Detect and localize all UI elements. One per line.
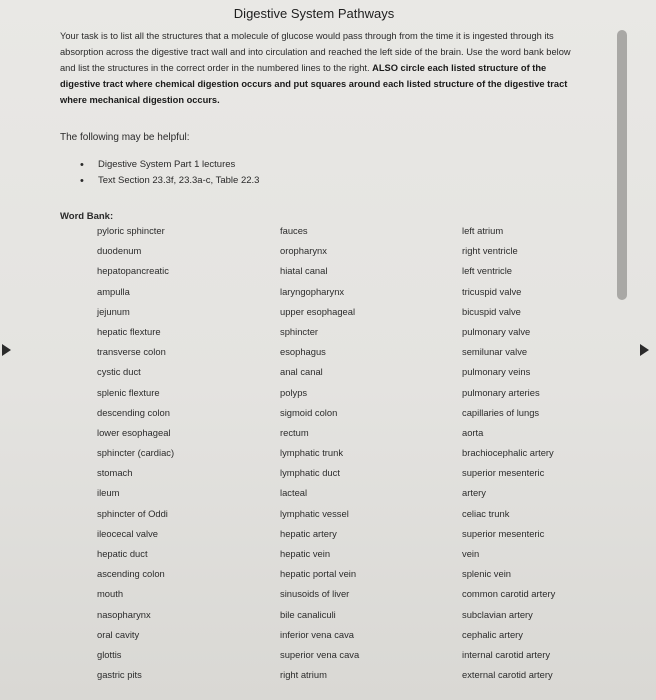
word-bank-term: superior mesenteric xyxy=(462,527,545,539)
word-bank-term: superior mesenteric xyxy=(462,467,545,479)
word-bank-term: oral cavity xyxy=(97,628,140,640)
word-bank-term: glottis xyxy=(97,648,122,660)
page-title: Digestive System Pathways xyxy=(233,6,395,21)
word-bank-term: polyps xyxy=(280,386,308,398)
word-bank-term: sphincter (cardiac) xyxy=(97,447,175,459)
word-bank-term: anal canal xyxy=(280,366,323,378)
word-bank-term: tricuspid valve xyxy=(462,285,522,297)
word-bank-term: upper esophageal xyxy=(280,305,356,317)
word-bank-term: duodenum xyxy=(97,245,142,257)
word-bank-term: ampulla xyxy=(97,285,130,297)
word-bank-term: brachiocephalic artery xyxy=(462,447,554,459)
word-bank-term: subclavian artery xyxy=(462,608,533,620)
list-item xyxy=(80,157,259,173)
word-bank-term: sigmoid colon xyxy=(280,406,338,418)
helpful-label: The following may be helpful: xyxy=(60,132,190,143)
word-bank-term: pulmonary arteries xyxy=(462,386,540,398)
word-bank-term: artery xyxy=(462,487,486,499)
word-bank-term: fauces xyxy=(280,225,308,236)
word-bank-term: stomach xyxy=(97,467,133,479)
word-bank-term: lymphatic vessel xyxy=(280,507,349,519)
instructions-bold-text: ALSO circle each listed structure of the digestive tract where chemical digestion occurs and put squares around each listed structure of the digestive tract where mechanical digestion occurs. xyxy=(60,63,568,105)
word-bank-term: rectum xyxy=(280,426,309,438)
word-bank-term: jejunum xyxy=(97,305,130,317)
bullet-icon: • xyxy=(80,159,84,171)
word-bank-term: external carotid artery xyxy=(462,669,553,681)
word-bank-term: superior vena cava xyxy=(280,648,360,660)
word-bank-column-2 xyxy=(280,224,359,688)
word-bank-term: hiatal canal xyxy=(280,265,328,277)
word-bank-term: pyloric sphincter xyxy=(97,225,165,236)
instructions-text: Your task is to list all the structures that a molecule of glucose would pass through from the time it is ingested through its absorption across the digestive tract wall and into circulation and reached the left side of the brain. Use the word bank below and list the structures in the correct order in the numbered lines to the right. xyxy=(60,31,571,73)
word-bank-term: left atrium xyxy=(462,225,504,236)
word-bank-term: inferior vena cava xyxy=(280,628,354,640)
word-bank-term: lacteal xyxy=(280,487,308,499)
word-bank-term: sinusoids of liver xyxy=(280,588,350,600)
word-bank-term: celiac trunk xyxy=(462,507,510,519)
word-bank-term: bile canaliculi xyxy=(280,608,336,620)
word-bank-term: aorta xyxy=(462,426,484,438)
word-bank-label: Word Bank: xyxy=(60,211,114,222)
word-bank-term: sphincter xyxy=(280,325,319,337)
word-bank-term: hepatic duct xyxy=(97,548,148,559)
word-bank-term: transverse colon xyxy=(97,346,166,358)
word-bank-term: esophagus xyxy=(280,346,326,358)
word-bank-term: mouth xyxy=(97,588,124,600)
play-right-icon[interactable] xyxy=(640,344,649,356)
word-bank-term: splenic vein xyxy=(462,568,511,580)
word-bank-term: descending colon xyxy=(97,406,170,418)
list-item-text: Digestive System Part 1 lectures xyxy=(98,159,236,170)
word-bank-term: gastric pits xyxy=(97,669,142,681)
word-bank-term: right atrium xyxy=(280,669,327,681)
word-bank-term: hepatic flexture xyxy=(97,325,161,337)
list-item xyxy=(80,173,259,189)
word-bank-term: splenic flexture xyxy=(97,386,160,398)
word-bank-term: semilunar valve xyxy=(462,346,528,358)
word-bank-term: lymphatic trunk xyxy=(280,447,344,459)
word-bank-term: oropharynx xyxy=(280,245,327,257)
word-bank-term: pulmonary valve xyxy=(462,325,531,337)
word-bank-term: capillaries of lungs xyxy=(462,406,540,418)
word-bank-column-1 xyxy=(97,224,174,688)
play-left-icon[interactable] xyxy=(2,344,11,356)
word-bank-term: hepatic artery xyxy=(280,527,337,539)
word-bank-term: lymphatic duct xyxy=(280,467,340,479)
word-bank-term: hepatic portal vein xyxy=(280,568,357,580)
word-bank-term: nasopharynx xyxy=(97,608,151,620)
word-bank-term: cystic duct xyxy=(97,366,141,378)
word-bank-term: right ventricle xyxy=(462,245,518,257)
word-bank-term: bicuspid valve xyxy=(462,305,521,317)
word-bank-term: ascending colon xyxy=(97,568,165,580)
word-bank-term: internal carotid artery xyxy=(462,648,551,660)
word-bank-term: vein xyxy=(462,548,480,559)
word-bank-term: common carotid artery xyxy=(462,588,556,600)
word-bank-term: laryngopharynx xyxy=(280,285,345,297)
word-bank-term: sphincter of Oddi xyxy=(97,507,168,519)
scrollbar[interactable] xyxy=(617,30,627,300)
word-bank-term: ileum xyxy=(97,487,120,499)
word-bank-column-3 xyxy=(462,224,555,688)
list-item-text: Text Section 23.3f, 23.3a-c, Table 22.3 xyxy=(98,175,260,186)
word-bank-term: hepatic vein xyxy=(280,548,331,559)
word-bank-term: cephalic artery xyxy=(462,628,523,640)
word-bank-term: left ventricle xyxy=(462,265,513,277)
word-bank-term: lower esophageal xyxy=(97,426,171,438)
resource-list xyxy=(80,157,259,189)
bullet-icon: • xyxy=(80,175,84,187)
word-bank-term: pulmonary veins xyxy=(462,366,531,378)
word-bank-term: hepatopancreatic xyxy=(97,265,169,277)
word-bank-term: ileocecal valve xyxy=(97,527,158,539)
instructions-paragraph xyxy=(60,28,572,108)
